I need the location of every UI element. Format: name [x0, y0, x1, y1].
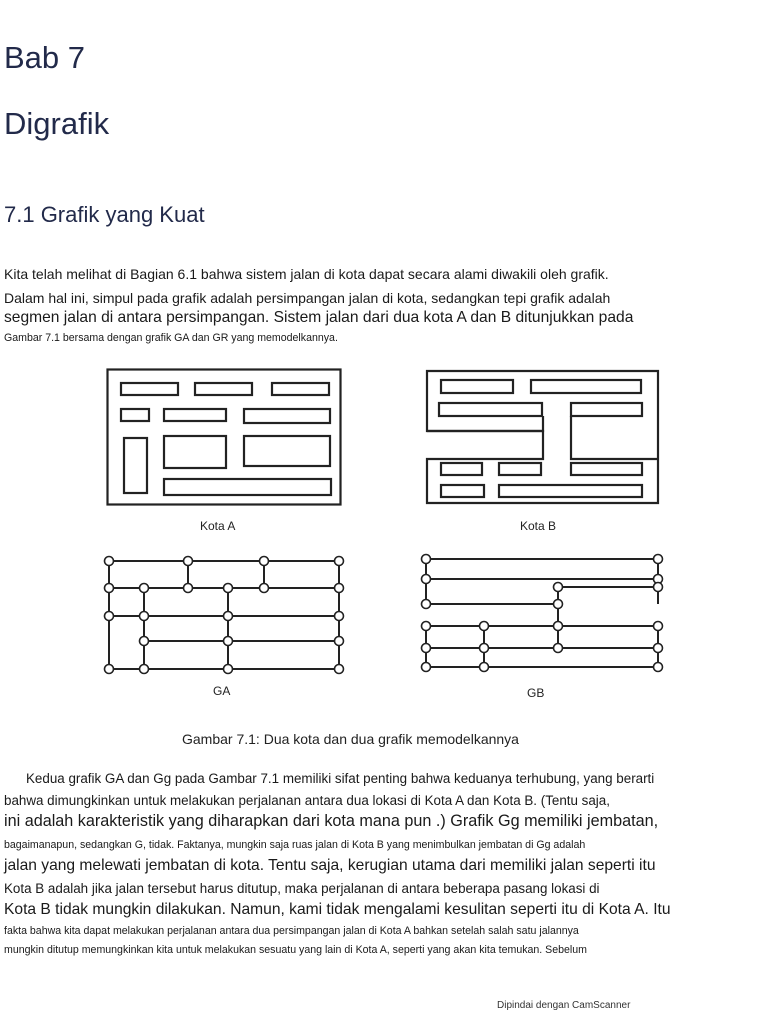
- graph-node: [335, 665, 344, 674]
- body-line-1: Kedua grafik GA dan Gg pada Gambar 7.1 memiliki sifat penting bahwa keduanya terhubung, yang berarti: [26, 771, 655, 786]
- body-line-6: Kota B adalah jika jalan tersebut harus ditutup, maka perjalanan di antara beberapa pasang lokasi di: [4, 881, 600, 896]
- graph-node: [422, 663, 431, 672]
- graph-node: [422, 644, 431, 653]
- city-a-map: [106, 368, 344, 508]
- city-a-block: [272, 383, 329, 395]
- city-a-block: [164, 409, 226, 421]
- intro-line-3: segmen jalan di antara persimpangan. Sistem jalan dari dua kota A dan B ditunjukkan pada: [4, 309, 634, 326]
- graph-node: [654, 583, 663, 592]
- city-b-block: [571, 463, 642, 475]
- graph-node: [422, 555, 431, 564]
- graph-node: [105, 557, 114, 566]
- city-b-block: [531, 380, 641, 393]
- graph-node: [140, 637, 149, 646]
- graph-node: [554, 583, 563, 592]
- graph-node: [335, 584, 344, 593]
- graph-node: [224, 584, 233, 593]
- city-a-block: [124, 438, 147, 493]
- graph-node: [105, 584, 114, 593]
- city-b-map: [425, 369, 661, 505]
- chapter-number: Bab 7: [4, 40, 86, 75]
- label-graph-b: GB: [527, 686, 545, 700]
- body-line-9: mungkin ditutup memungkinkan kita untuk melakukan sesuatu yang lain di Kota A, seperti yang akan kita temukan. Sebelum: [4, 944, 587, 956]
- graph-node: [654, 622, 663, 631]
- city-b-block: [441, 463, 482, 475]
- graph-node: [335, 637, 344, 646]
- graph-node: [554, 622, 563, 631]
- figure-caption: Gambar 7.1: Dua kota dan dua grafik memodelkannya: [182, 731, 519, 747]
- city-a-block: [195, 383, 252, 395]
- graph-node: [184, 584, 193, 593]
- graph-node: [105, 612, 114, 621]
- body-line-3: ini adalah karakteristik yang diharapkan dari kota mana pun .) Grafik Gg memiliki jembatan,: [4, 812, 659, 830]
- graph-node: [654, 555, 663, 564]
- body-line-4: bagaimanapun, sedangkan G, tidak. Faktanya, mungkin saja ruas jalan di Kota B yang menimbulkan jembatan di Gg adalah: [4, 839, 586, 851]
- graph-node: [335, 557, 344, 566]
- intro-line-4: Gambar 7.1 bersama dengan grafik GA dan GR yang memodelkannya.: [4, 332, 338, 344]
- body-line-5: jalan yang melewati jembatan di kota. Tentu saja, kerugian utama dari memiliki jalan seperti itu: [4, 857, 656, 874]
- city-b-block: [499, 485, 642, 497]
- city-a-block: [121, 409, 149, 421]
- chapter-title: Digrafik: [4, 106, 110, 141]
- graph-node: [224, 612, 233, 621]
- city-a-block: [164, 436, 226, 468]
- graph-node: [224, 637, 233, 646]
- label-graph-a: GA: [213, 684, 231, 698]
- graph-node: [554, 600, 563, 609]
- graph-node: [140, 665, 149, 674]
- city-a-block: [244, 409, 330, 423]
- graph-node: [554, 644, 563, 653]
- graph-node: [224, 665, 233, 674]
- scanner-footer: Dipindai dengan CamScanner: [497, 1000, 631, 1011]
- label-city-a: Kota A: [200, 519, 236, 533]
- intro-line-2: Dalam hal ini, simpul pada grafik adalah persimpangan jalan di kota, sedangkan tepi grafik adalah: [4, 290, 611, 306]
- section-title: 7.1 Grafik yang Kuat: [4, 202, 205, 227]
- label-city-b: Kota B: [520, 519, 557, 533]
- graph-node: [480, 622, 489, 631]
- graph-node: [422, 575, 431, 584]
- graph-node: [335, 612, 344, 621]
- graph-node: [184, 557, 193, 566]
- body-line-7: Kota B tidak mungkin dilakukan. Namun, kami tidak mengalami kesulitan seperti itu di Kota A. Itu: [4, 901, 671, 918]
- city-a-block: [164, 479, 331, 495]
- graph-node: [480, 663, 489, 672]
- graph-node: [654, 644, 663, 653]
- graph-node: [480, 644, 489, 653]
- city-a-block: [121, 383, 178, 395]
- graph-node: [654, 663, 663, 672]
- city-b-block: [441, 380, 513, 393]
- city-b-block: [441, 485, 484, 497]
- body-line-2: bahwa dimungkinkan untuk melakukan perjalanan antara dua lokasi di Kota A dan Kota B. (Tentu saja,: [4, 793, 610, 808]
- graph-gb: [418, 552, 668, 676]
- graph-node: [140, 584, 149, 593]
- graph-node: [260, 584, 269, 593]
- city-a-block: [244, 436, 330, 466]
- city-b-block: [571, 403, 642, 416]
- intro-line-1: Kita telah melihat di Bagian 6.1 bahwa sistem jalan di kota dapat secara alami diwakili oleh grafik.: [4, 266, 609, 282]
- graph-ga: [100, 552, 350, 676]
- city-b-block: [499, 463, 541, 475]
- body-line-8: fakta bahwa kita dapat melakukan perjalanan antara dua persimpangan jalan di Kota A bahkan setelah salah satu jalannya: [4, 925, 579, 937]
- graph-node: [422, 622, 431, 631]
- graph-node: [140, 612, 149, 621]
- city-b-block: [439, 403, 542, 416]
- graph-node: [105, 665, 114, 674]
- graph-node: [260, 557, 269, 566]
- graph-node: [422, 600, 431, 609]
